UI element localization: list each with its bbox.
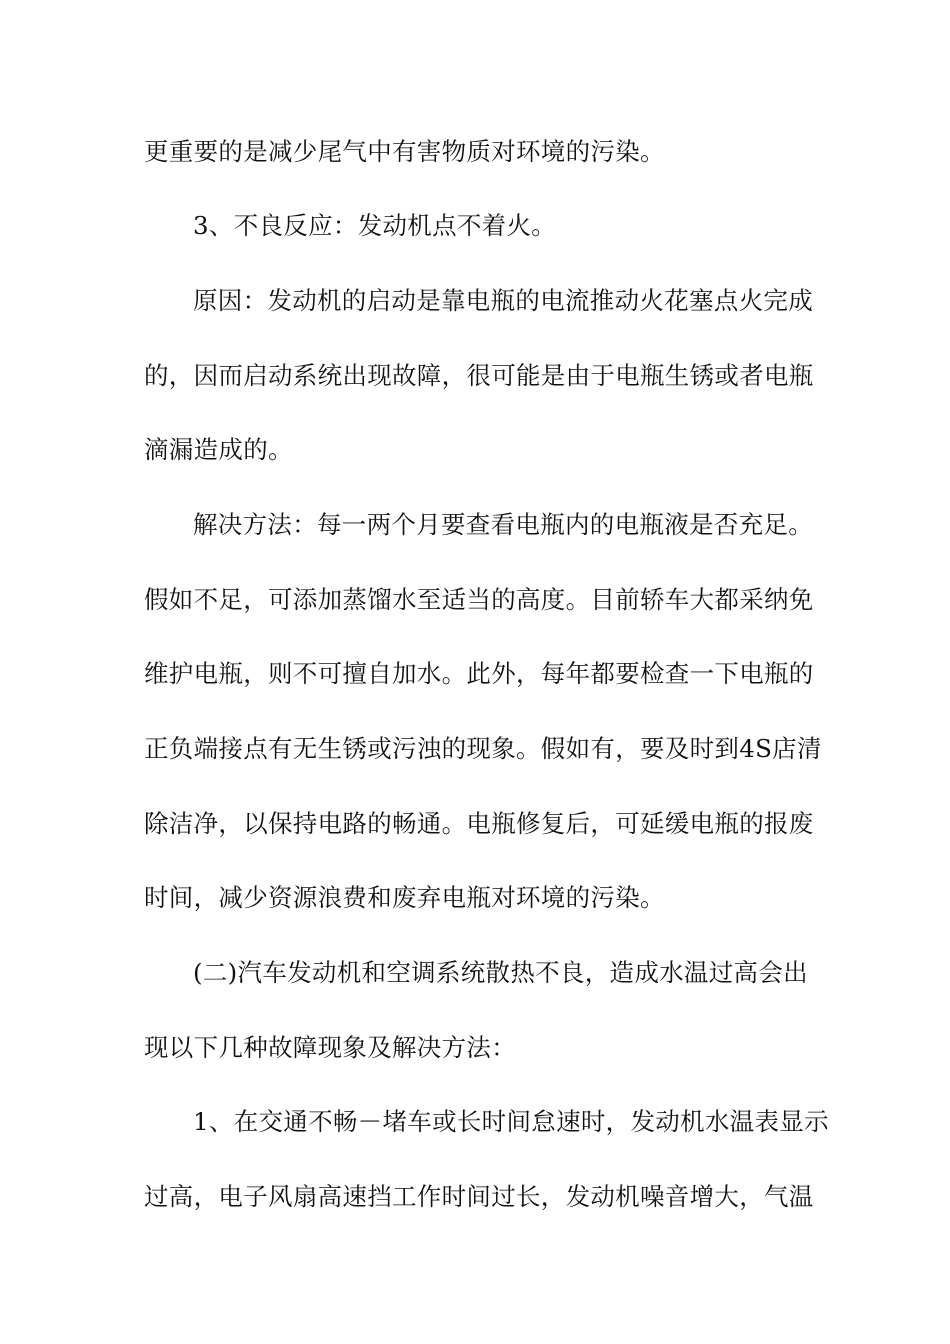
- text-line: 假如不足，可添加蒸馏水至适当的高度。目前轿车大都采纳免: [144, 585, 814, 614]
- text-line: 时间，减少资源浪费和废弃电瓶对环境的污染。: [144, 883, 665, 912]
- text-line: 滴漏造成的。: [144, 435, 293, 464]
- text-line: 维护电瓶，则不可擅自加水。此外，每年都要检查一下电瓶的: [144, 659, 814, 688]
- text-line: 解决方法：每一两个月要查看电瓶内的电瓶液是否充足。: [193, 510, 813, 539]
- text-line: 除洁净，以保持电路的畅通。电瓶修复后，可延缓电瓶的报废: [144, 809, 814, 838]
- text-line: (二)汽车发动机和空调系统散热不良，造成水温过高会出: [193, 958, 808, 987]
- text-line: 过高，电子风扇高速挡工作时间过长，发动机噪音增大，气温: [144, 1182, 814, 1211]
- text-line: 现以下几种故障现象及解决方法：: [144, 1033, 516, 1062]
- text-line: 的，因而启动系统出现故障，很可能是由于电瓶生锈或者电瓶: [144, 361, 814, 390]
- text-line: 3、不良反应：发动机点不着火。: [193, 211, 557, 240]
- text-line: 正负端接点有无生锈或污浊的现象。假如有，要及时到4S店清: [144, 734, 822, 763]
- text-line: 更重要的是减少尾气中有害物质对环境的污染。: [144, 137, 665, 166]
- text-line: 原因：发动机的启动是靠电瓶的电流推动火花塞点火完成: [193, 286, 813, 315]
- text-line: 1、在交通不畅－堵车或长时间怠速时，发动机水温表显示: [193, 1107, 829, 1136]
